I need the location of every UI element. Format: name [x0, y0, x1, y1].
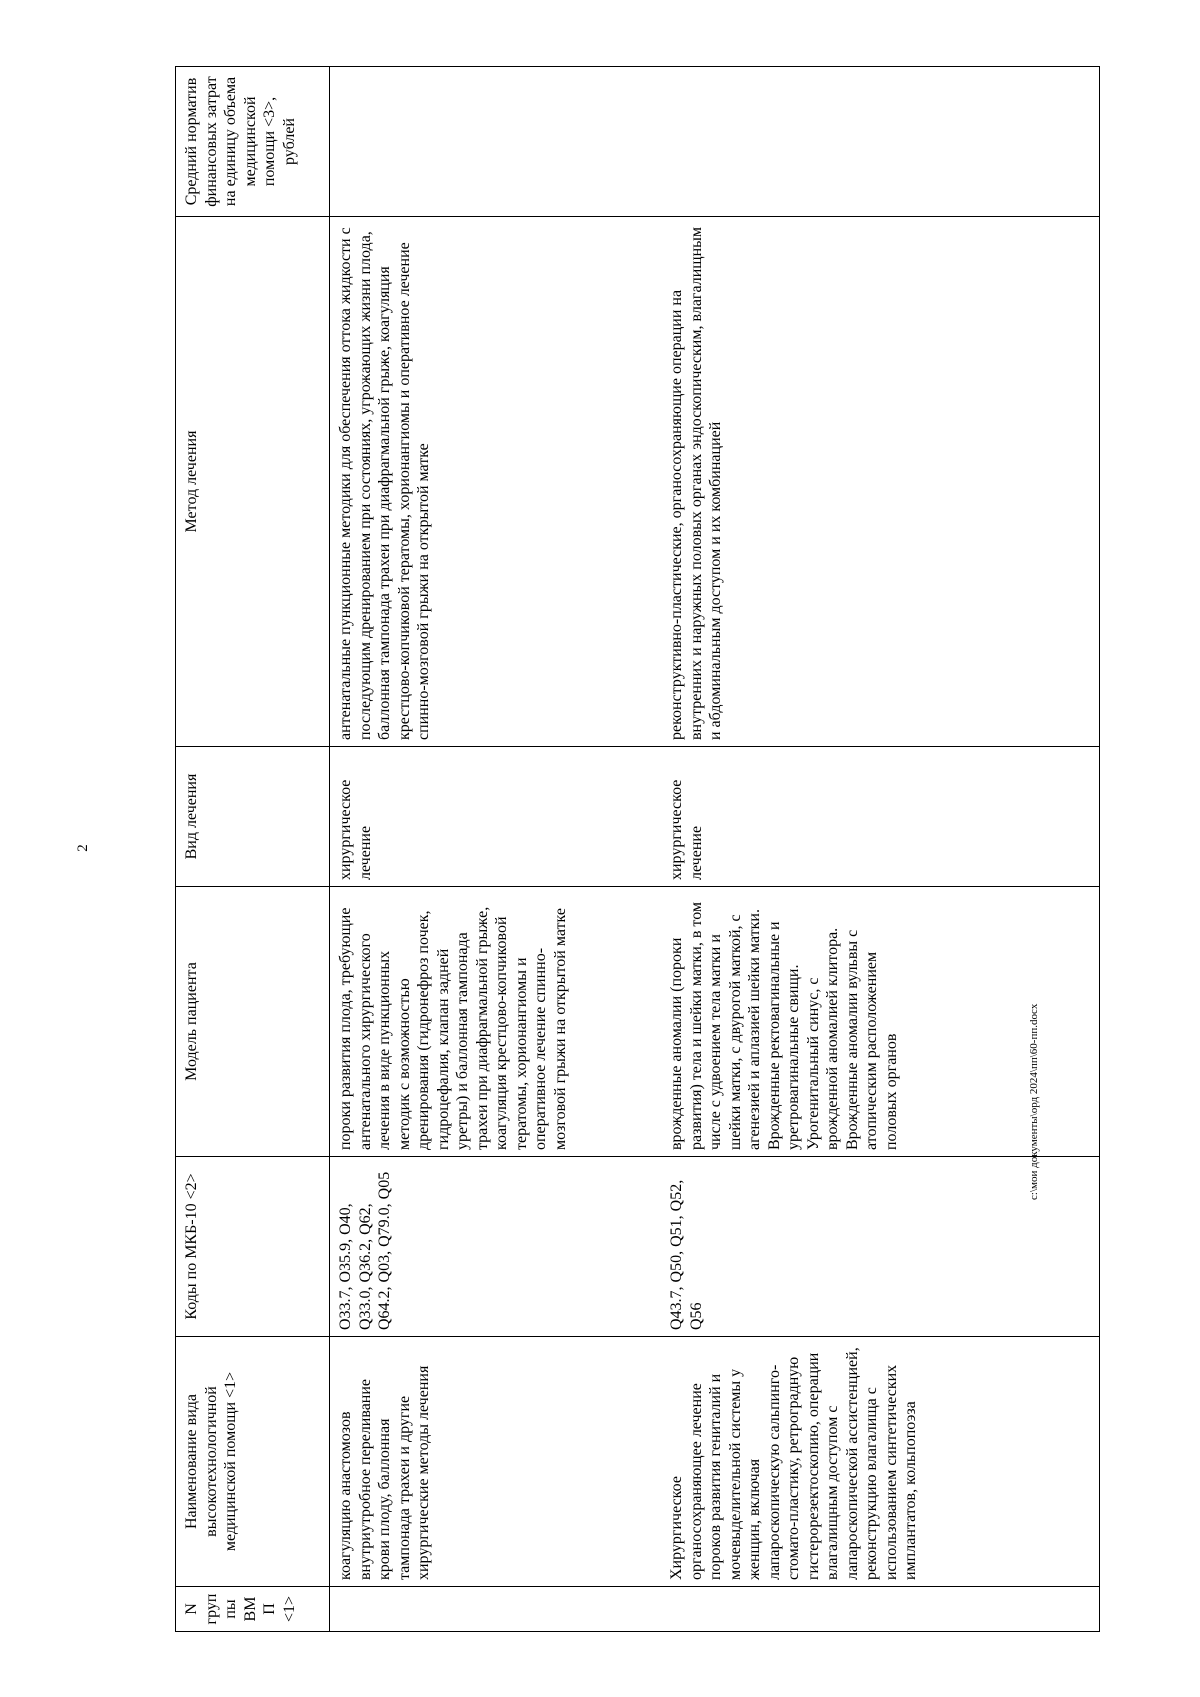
header-icd-codes: Коды по МКБ-10 <2> [176, 1157, 330, 1337]
cell-group [645, 1587, 1100, 1632]
table-row [645, 67, 1100, 1632]
table-row [330, 67, 646, 1632]
cell-name: Хирургическое органосохраняющее лечение пороков развития гениталий и мочевыделительной системы у женщин, включая лапароскопическую сальпинго-стомато-пластику, ретроградную гистерорезектоскопию, операции влагалищным доступом с лапароскопической ассистенцией, реконструкцию влагалища с использованием синтетических имплантатов, кольпопоэза [645, 1337, 1100, 1587]
header-average-cost: Средний норматив финансовых затрат на единицу объема медицинской помощи <3>, рублей [176, 67, 330, 217]
cell-codes: O33.7, O35.9, O40, Q33.0, Q36.2, Q62, Q64.2, Q03, Q79.0, Q05 [330, 1157, 646, 1337]
footer-file-path: c:\мои документы\орд 2024\пп\60-пп.docx [1028, 1003, 1040, 1200]
header-group-number: N группы ВМП <1> [176, 1587, 330, 1632]
table-header-row [176, 67, 330, 1632]
cell-method: антенатальные пункционные методики для обеспечения оттока жидкости с последующим дренированием при состояниях, угрожающих жизни плода, баллонная тампонада трахеи при диафрагмальной грыже, коагуляция крестцово-копчиковой тератомы, хорионангиомы и оперативное лечение спинно-мозговой грыжи на открытой матке [330, 217, 646, 747]
cell-codes: Q43.7, Q50, Q51, Q52, Q56 [645, 1157, 1100, 1337]
cell-name: коагуляцию анастомозов внутриутробное переливание крови плоду, баллонная тампонада трахеи и другие хирургические методы лечения [330, 1337, 646, 1587]
page-number: 2 [75, 844, 91, 852]
cell-cost [645, 67, 1100, 217]
header-care-type-name: Наименование вида высокотехнологичной медицинской помощи <1> [176, 1337, 330, 1587]
cell-cost [330, 67, 646, 217]
cell-method: реконструктивно-пластические, органосохраняющие операции на внутренних и наружных половых органах эндоскопическим, влагалищным и абдоминальным доступом и их комбинацией [645, 217, 1100, 747]
cell-kind: хирургическое лечение [330, 747, 646, 887]
rotated-table-wrapper [175, 67, 1200, 1632]
header-treatment-kind: Вид лечения [176, 747, 330, 887]
vmp-table [175, 66, 1100, 1632]
cell-model: врожденные аномалии (пороки развития) тела и шейки матки, в том числе с удвоением тела матки и шейки матки, с двурогой маткой, с агенезией и аплазией шейки матки. Врожденные ректовагинальные и уретровагинальные свищи. Урогенитальный синус, с врожденной аномалией клитора. Врожденные аномалии вульвы с атопическим расположением половых органов [645, 887, 1100, 1157]
cell-group [330, 1587, 646, 1632]
header-patient-model: Модель пациента [176, 887, 330, 1157]
header-treatment-method: Метод лечения [176, 217, 330, 747]
cell-kind: хирургическое лечение [645, 747, 1100, 887]
cell-model: пороки развития плода, требующие антенатального хирургического лечения в виде пункционных методик с возможностью дренирования (гидронефроз почек, гидроцефалия, клапан задней уретры) и баллонная тампонада трахеи при диафрагмальной грыже, коагуляция крестцово-копчиковой тератомы, хорионангиомы и оперативное лечение спинно-мозговой грыжи на открытой матке [330, 887, 646, 1157]
